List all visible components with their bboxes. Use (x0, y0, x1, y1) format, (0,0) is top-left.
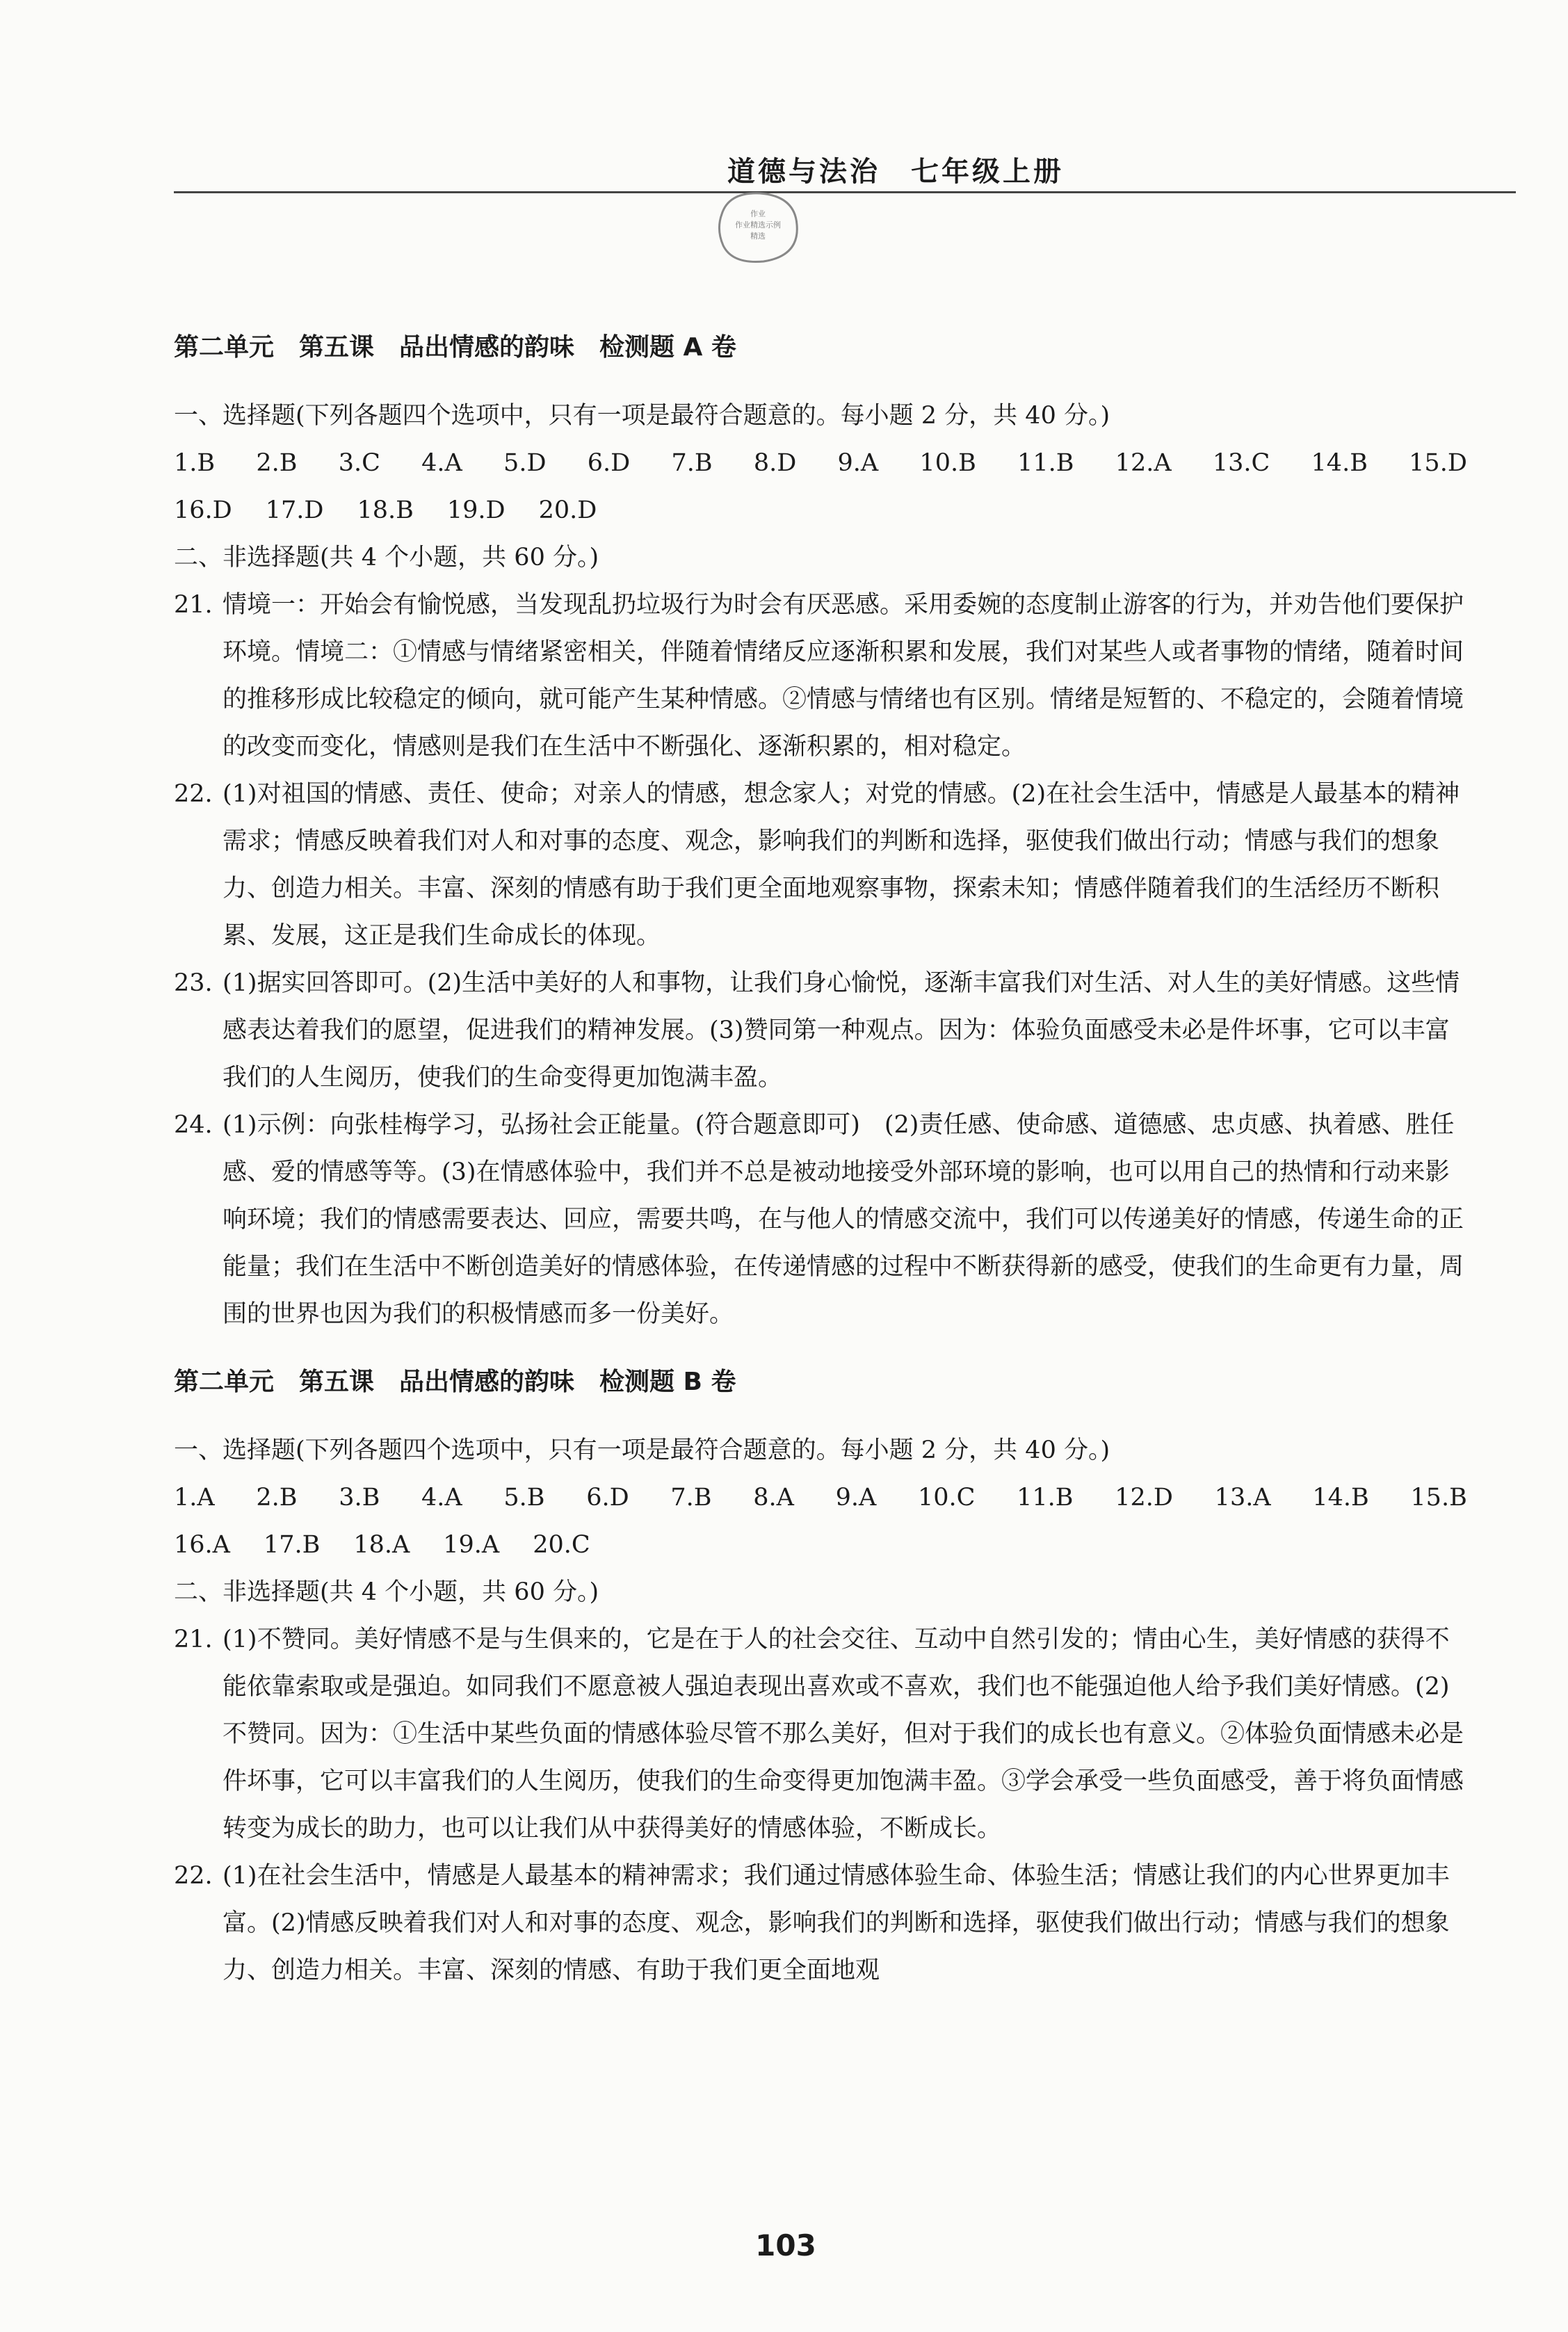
section-a-question-23: 23. (1)据实回答即可。(2)生活中美好的人和事物，让我们身心愉悦，逐渐丰富我们对生活、对人生的美好情感。这些情感表达着我们的愿望，促进我们的精神发展。(3)赞同第一种观点。因为：体验负面感受未必是件坏事，它可以丰富我们的人生阅历，使我们的生命变得更加饱满丰盈。 (174, 969, 1460, 1092)
section-b-choice-heading: 一、选择题(下列各题四个选项中，只有一项是最符合题意的。每小题 2 分，共 40 分。) (174, 1436, 1110, 1464)
page-header (174, 143, 1516, 193)
header-title: 道德与法治 七年级上册 (727, 156, 1064, 188)
section-b-answers-row2: 16.A 17.B 18.A 19.A 20.C (174, 1531, 590, 1559)
section-b-question-22: 22. (1)在社会生活中，情感是人最基本的精神需求；我们通过情感体验生命、体验生活；情感让我们的内心世界更加丰富。(2)情感反映着我们对人和对事的态度、观念，影响我们的判断和选择，驱使我们做出行动；情感与我们的想象力、创造力相关。丰富、深刻的情感、有助于我们更全面地观 (174, 1862, 1450, 1984)
section-a-title: 第二单元 第五课 品出情感的韵味 检测题 A 卷 (174, 333, 736, 362)
section-a-answers-row2: 16.D 17.D 18.B 19.D 20.D (174, 496, 597, 524)
section-a-question-22: 22. (1)对祖国的情感、责任、使命；对亲人的情感，想念家人；对党的情感。(2)在社会生活中，情感是人最基本的精神需求；情感反映着我们对人和对事的态度、观念，影响我们的判断和选择，驱使我们做出行动；情感与我们的想象力、创造力相关。丰富、深刻的情感有助于我们更全面地观察事物，探索未知；情感伴随着我们的生活经历不断积累、发展，这正是我们生命成长的体现。 (174, 780, 1460, 950)
section-b-title: 第二单元 第五课 品出情感的韵味 检测题 B 卷 (174, 1368, 736, 1396)
section-a-choice-heading: 一、选择题(下列各题四个选项中，只有一项是最符合题意的。每小题 2 分，共 40 分。) (174, 402, 1110, 430)
stamp-text: 作业 作业精选示例 精选 (735, 209, 781, 241)
page-number: 103 (755, 2228, 816, 2262)
section-a-answers-row1: 1.B 2.B 3.C 4.A 5.D 6.D 7.B 8.D 9.A 10.B 11.B 12.A 13.C 14.B 15.D (174, 449, 1467, 477)
answer-content (174, 327, 1467, 1994)
section-b-answers-row1: 1.A 2.B 3.B 4.A 5.B 6.D 7.B 8.A 9.A 10.C 11.B 12.D 13.A 14.B 15.B (174, 1484, 1467, 1512)
section-b-nonchoice-heading: 二、非选择题(共 4 个小题，共 60 分。) (174, 1578, 599, 1606)
section-b-question-21: 21. (1)不赞同。美好情感不是与生俱来的，它是在于人的社会交往、互动中自然引发的；情由心生，美好情感的获得不能依靠索取或是强迫。如同我们不愿意被人强迫表现出喜欢或不喜欢，我们也不能强迫他人给予我们美好情感。(2)不赞同。因为：①生活中某些负面的情感体验尽管不那么美好，但对于我们的成长也有意义。②体验负面情感未必是件坏事，它可以丰富我们的人生阅历，使我们的生命变得更加饱满丰盈。③学会承受一些负面感受，善于将负面情感转变为成长的助力，也可以让我们从中获得美好的情感体验，不断成长。 (174, 1626, 1464, 1843)
section-a-question-21: 21. 情境一：开始会有愉悦感，当发现乱扔垃圾行为时会有厌恶感。采用委婉的态度制止游客的行为，并劝告他们要保护环境。情境二：①情感与情绪紧密相关，伴随着情绪反应逐渐积累和发展，我们对某些人或者事物的情绪，随着时间的推移形成比较稳定的倾向，就可能产生某种情感。②情感与情绪也有区别。情绪是短暂的、不稳定的，会随着情境的改变而变化，情感则是我们在生活中不断强化、逐渐积累的，相对稳定。 (174, 591, 1464, 761)
section-a-nonchoice-heading: 二、非选择题(共 4 个小题，共 60 分。) (174, 544, 599, 572)
section-a-question-24: 24. (1)示例：向张桂梅学习，弘扬社会正能量。(符合题意即可) (2)责任感、使命感、道德感、忠贞感、执着感、胜任感、爱的情感等等。(3)在情感体验中，我们并不总是被动地接受外部环境的影响，也可以用自己的热情和行动来影响环境；我们的情感需要表达、回应，需要共鸣，在与他人的情感交流中，我们可以传递美好的情感，传递生命的正能量；我们在生活中不断创造美好的情感体验，在传递情感的过程中不断获得新的感受，使我们的生命更有力量，周围的世界也因为我们的积极情感而多一份美好。 (174, 1111, 1464, 1328)
